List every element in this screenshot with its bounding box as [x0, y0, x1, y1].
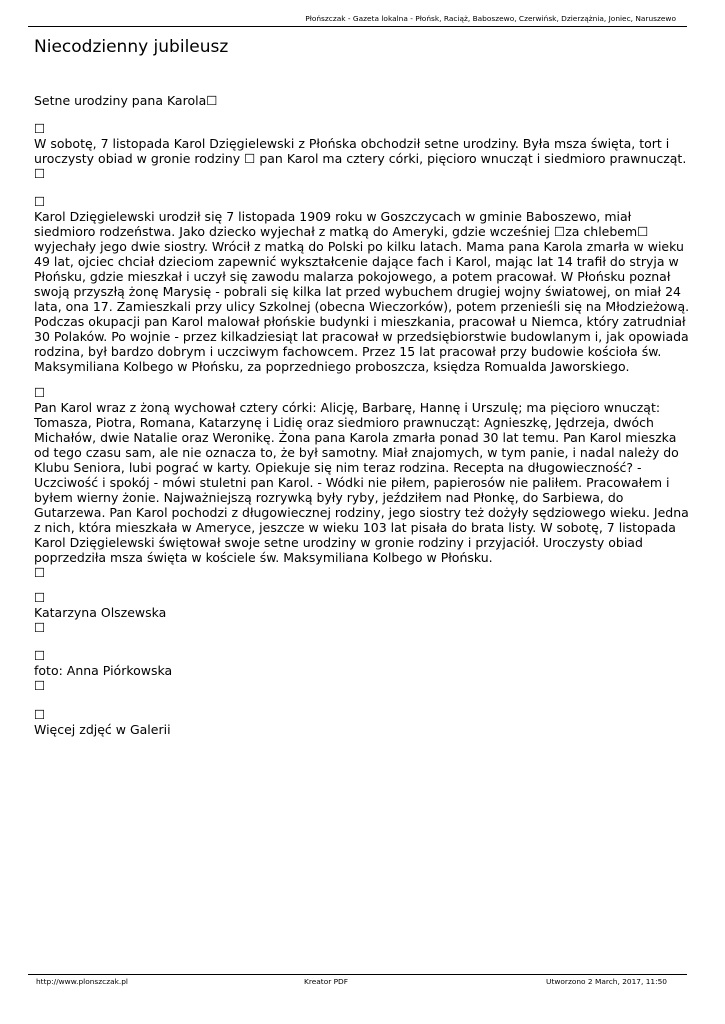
paragraph-1: [34, 121, 694, 181]
paragraph-3: [34, 385, 694, 580]
placeholder-box: ☐: [34, 678, 46, 693]
placeholder-box: ☐: [34, 590, 46, 605]
article-title: Niecodzienny jubileusz: [34, 37, 229, 57]
author-block: [34, 590, 694, 635]
placeholder-box: ☐: [34, 565, 46, 580]
photo-credit: foto: Anna Piórkowska: [34, 663, 173, 678]
header-rule: [28, 26, 687, 27]
photo-credit-block: [34, 648, 694, 693]
article-subtitle: Setne urodziny pana Karola☐: [34, 93, 218, 108]
placeholder-box: ☐: [34, 166, 46, 181]
gallery-link[interactable]: Więcej zdjęć w Galerii: [34, 722, 171, 737]
paragraph-2-text: Karol Dzięgielewski urodził się 7 listopada 1909 roku w Goszczycach w gminie Baboszewo, miał siedmioro rodzeństwa. Jako dziecko wyjechał z matką do Ameryki, gdzie wcześniej ☐za chlebem☐ wyjechały jego dwie siostry. Wrócił z matką do Polski po kilku latach. Mama pana Karola zmarła w wieku 49 lat, ojciec chciał dzieciom zapewnić wykształcenie dające fach i Karol, mając lat 14 trafił do stryja w Płońsku, gdzie mieszkał i uczył się zawodu malarza pokojowego, a potem pracował. W Płońsku poznał swoją przyszłą żonę Marysię - pobrali się kilka lat przed wybuchem drugiej wojny światowej, on miał 24 lata, ona 17. Zamieszkali przy ulicy Szkolnej (obecna Wieczorków), potem przenieśli się na Młodzieżową. Podczas okupacji pan Karol malował płońskie budynki i mieszkania, pracował u Niemca, który zatrudniał 30 Polaków. Po wojnie - przez kilkadziesiąt lat pracował w przedsiębiorstwie budowlanym i, jak opowiada rodzina, był bardzo dobrym i uczciwym fachowcem. Przez 15 lat pracował przy budowie kościoła św. Maksymiliana Kolbego w Płońsku, za poprzedniego proboszcza, księdza Romualda Jaworskiego.: [34, 209, 690, 374]
footer-created: Utworzono 2 March, 2017, 11:50: [546, 977, 667, 986]
gallery-block: [34, 707, 694, 737]
placeholder-box: ☐: [34, 707, 46, 722]
paragraph-1-text: W sobotę, 7 listopada Karol Dzięgielewski z Płońska obchodził setne urodziny. Była msza święta, tort i uroczysty obiad w gronie rodziny ☐ pan Karol ma cztery córki, pięcioro wnucząt i siedmioro prawnucząt.: [34, 136, 687, 166]
page-header: Płońszczak - Gazeta lokalna - Płońsk, Raciąż, Baboszewo, Czerwińsk, Dzierzążnia, Joniec, Naruszewo: [305, 14, 676, 23]
placeholder-box: ☐: [34, 620, 46, 635]
placeholder-box: ☐: [34, 648, 46, 663]
paragraph-3-text: Pan Karol wraz z żoną wychował cztery córki: Alicję, Barbarę, Hannę i Urszulę; ma pięcioro wnucząt: Tomasza, Piotra, Romana, Katarzynę i Lidię oraz siedmioro prawnucząt: Agnieszkę, Jędrzeja, dwóch Michałów, dwie Natalie oraz Weronikę. Żona pana Karola zmarła ponad 30 lat temu. Pan Karol mieszka od tego czasu sam, ale nie oznacza to, że był samotny. Miał znajomych, w tym panie, i nadal należy do Klubu Seniora, lubi pograć w karty. Opiekuje się nim teraz rodzina. Recepta na długowieczność? - Uczciwość i spokój - mówi stuletni pan Karol. - Wódki nie piłem, papierosów nie paliłem. Pracowałem i byłem wierny żonie. Najważniejszą rozrywką były ryby, jeździłem nad Płonkę, do Sarbiewa, do Gutarzewa. Pan Karol pochodzi z długowiecznej rodziny, jego siostry też dożyły sędziowego wieku. Jedna z nich, która mieszkała w Ameryce, jeszcze w wieku 103 lat pisała do brata listy. W sobotę, 7 listopada Karol Dzięgielewski świętował swoje setne urodziny w gronie rodziny i przyjaciół. Uroczysty obiad poprzedziła msza święta w kościele św. Maksymiliana Kolbego w Płońsku.: [34, 400, 689, 565]
placeholder-box: ☐: [34, 194, 46, 209]
author-name: Katarzyna Olszewska: [34, 605, 167, 620]
placeholder-box: ☐: [34, 121, 46, 136]
placeholder-box: ☐: [34, 385, 46, 400]
paragraph-2: [34, 194, 694, 374]
footer-url[interactable]: http://www.plonszczak.pl: [36, 977, 128, 986]
footer-rule: [28, 974, 687, 975]
footer-generator: Kreator PDF: [304, 977, 349, 986]
